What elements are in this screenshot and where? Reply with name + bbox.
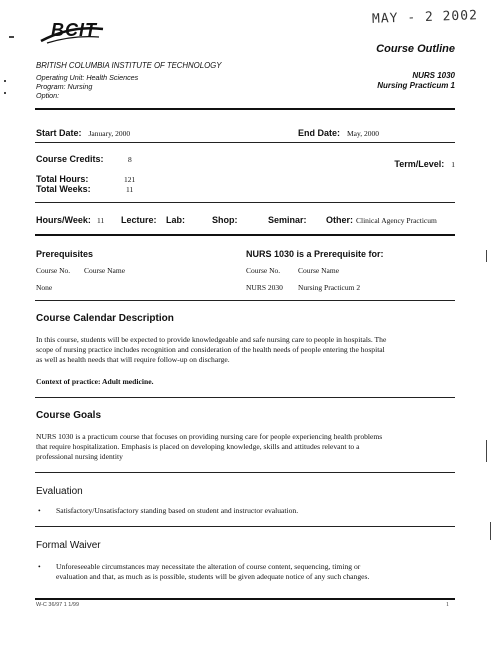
evaluation-heading: Evaluation: [36, 486, 83, 497]
lecture-label: Lecture:: [121, 215, 157, 225]
received-stamp-date: MAY - 2 2002: [371, 8, 479, 27]
divider: [35, 142, 455, 143]
evaluation-bullet: Satisfactory/Unsatisfactory standing based on student and instructor evaluation.: [56, 506, 299, 515]
calendar-line: In this course, students will be expected to provide knowledgeable and safe nursing care to people in hospitals. The: [36, 335, 387, 344]
waiver-bullet-marker: •: [38, 562, 41, 571]
prereq-for-course-no: NURS 2030: [246, 283, 283, 292]
goals-line: NURS 1030 is a practicum course that focuses on providing nursing care for people experiencing health problems: [36, 432, 383, 441]
calendar-description-heading: Course Calendar Description: [36, 313, 174, 324]
course-goals-heading: Course Goals: [36, 410, 102, 421]
prereq-col-course-name: Course Name: [84, 266, 126, 275]
shop-label: Shop:: [212, 215, 238, 225]
divider: [35, 397, 455, 398]
seminar-label: Seminar:: [268, 215, 307, 225]
goals-line: that require hospitalization. Emphasis is placed on developing knowledge, skills and attitudes relevant to a: [36, 442, 360, 451]
start-date-row: [36, 123, 130, 141]
prerequisites-heading: Prerequisites: [36, 249, 94, 259]
divider: [35, 526, 455, 527]
other-value: Clinical Agency Practicum: [356, 216, 437, 225]
course-name: Nursing Practicum 1: [377, 81, 455, 90]
formal-waiver-heading: Formal Waiver: [36, 540, 101, 551]
credits-label: Course Credits:: [36, 154, 104, 164]
waiver-line: Unforeseeable circumstances may necessitate the alteration of course content, sequencing, timing or: [56, 562, 361, 571]
total-hours-value: 121: [124, 175, 136, 184]
term-level-value: 1: [451, 160, 455, 169]
footer-form-code: W-C 36/97 1 1/99: [36, 602, 80, 608]
scan-speck: [486, 250, 487, 262]
logo-text: BCIT: [51, 20, 97, 40]
prereq-for-course-name: Nursing Practicum 2: [298, 283, 361, 292]
calendar-line: scope of nursing practice includes recognition and consideration of the health needs of people entering the hospital: [36, 345, 385, 354]
term-level-label: Term/Level:: [394, 159, 445, 169]
divider: [35, 108, 455, 110]
scan-speck: [486, 440, 487, 462]
divider: [35, 598, 455, 600]
calendar-description-body: [36, 335, 458, 365]
prereq-value: None: [36, 283, 53, 292]
scan-speck: [4, 92, 6, 94]
course-code: NURS 1030: [412, 71, 455, 80]
term-level-row: [380, 154, 455, 172]
end-date-label: End Date:: [298, 128, 341, 138]
option: Option:: [36, 91, 60, 100]
end-date-row: [298, 123, 379, 141]
institute-name: BRITISH COLUMBIA INSTITUTE OF TECHNOLOGY: [36, 61, 222, 70]
waiver-body: [56, 562, 456, 582]
credits-value: 8: [128, 155, 132, 164]
total-weeks-value: 11: [126, 185, 134, 194]
context-of-practice: Context of practice: Adult medicine.: [36, 377, 154, 386]
start-date-value: January, 2000: [88, 129, 131, 138]
lab-label: Lab:: [166, 215, 185, 225]
evaluation-bullet-marker: •: [38, 506, 41, 515]
total-hours-label: Total Hours:: [36, 174, 89, 184]
prereq-for-col-course-name: Course Name: [298, 266, 340, 275]
total-weeks-label: Total Weeks:: [36, 184, 91, 194]
start-date-label: Start Date:: [36, 128, 82, 138]
scan-speck: [4, 80, 6, 82]
bcit-logo: [37, 19, 105, 45]
scan-speck: [490, 522, 491, 540]
divider: [35, 472, 455, 473]
document-title: Course Outline: [376, 43, 455, 55]
prereq-for-col-course-no: Course No.: [246, 266, 281, 275]
divider: [35, 234, 455, 236]
hours-week-label: Hours/Week:: [36, 215, 91, 225]
divider: [35, 202, 455, 203]
waiver-line: evaluation and that, as much as is possible, students will be given adequate notice of any such changes.: [56, 572, 370, 581]
page-number: 1: [446, 602, 449, 608]
scan-speck: [9, 36, 14, 38]
other-label: Other:: [326, 215, 353, 225]
operating-unit: Operating Unit: Health Sciences: [36, 73, 139, 82]
end-date-value: May, 2000: [347, 129, 380, 138]
hours-week-value: 11: [97, 216, 105, 225]
divider: [35, 300, 455, 301]
program: Program: Nursing: [36, 82, 93, 91]
course-goals-body: [36, 432, 458, 462]
prereq-col-course-no: Course No.: [36, 266, 71, 275]
prerequisite-for-heading: NURS 1030 is a Prerequisite for:: [246, 249, 384, 259]
calendar-line: as well as health needs that will require follow-up on discharge.: [36, 355, 230, 364]
goals-line: professional nursing identity: [36, 452, 123, 461]
